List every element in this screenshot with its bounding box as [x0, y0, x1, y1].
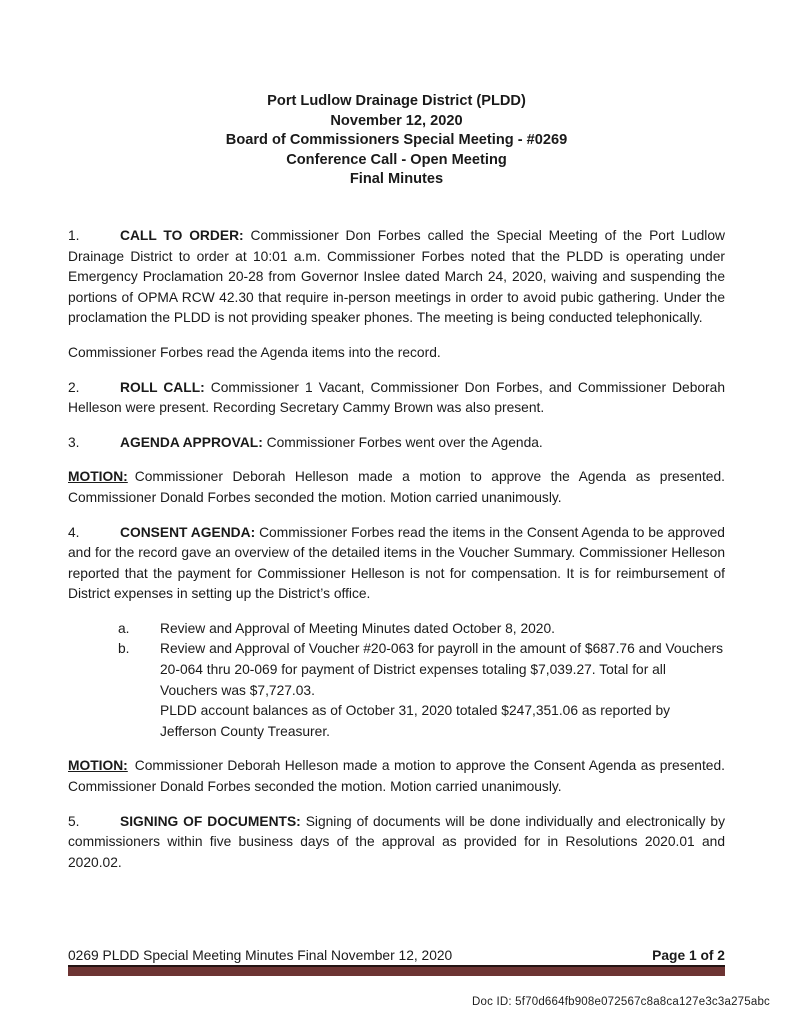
footer-rule-bar [68, 967, 725, 976]
section-number: 4. [68, 524, 80, 540]
motion-agenda [68, 467, 725, 508]
list-item-marker: a. [118, 620, 130, 636]
section-number: 3. [68, 434, 80, 450]
section-text: Commissioner Forbes went over the Agenda. [266, 434, 543, 450]
page-footer [68, 948, 725, 976]
paragraph-agenda-read [68, 343, 725, 364]
document-body [68, 226, 725, 873]
header-meeting-line: Board of Commissioners Special Meeting - #0269 [225, 132, 568, 149]
paragraph-text: Commissioner Forbes read the Agenda items into the record. [68, 344, 441, 360]
section-consent-agenda [68, 523, 725, 605]
motion-label: MOTION: [68, 758, 128, 774]
section-number: 2. [68, 379, 80, 395]
section-text: Commissioner 1 Vacant, Commissioner Don Forbes, and Commissioner Deborah Helleson were present. Recording Secretary Cammy Brown was also present. [68, 379, 725, 416]
section-roll-call [68, 378, 725, 419]
section-heading: CALL TO ORDER: [120, 227, 244, 243]
page-content [68, 92, 725, 887]
header-org-line: Port Ludlow Drainage District (PLDD) [267, 93, 526, 109]
section-text: Signing of documents will be done individually and electronically by commissioners within five business days of the approval as provided for in Resolutions 2020.01 and 2020.02. [68, 813, 725, 870]
list-item-marker: b. [118, 641, 130, 657]
page-number: Page 1 of 2 [652, 948, 725, 963]
list-item-text-line: Review and Approval of Voucher #20-063 for payroll in the amount of $687.76 and Vouchers 20-064 thru 20-069 for payment of District expenses totaling $7,039.27. Total for all Vouchers was $7,727.03. [160, 641, 723, 698]
section-signing-of-documents [68, 812, 725, 874]
section-heading: CONSENT AGENDA: [120, 524, 256, 540]
list-item-b [118, 639, 725, 742]
section-heading: ROLL CALL: [120, 379, 205, 395]
list-item-text-continuation: PLDD account balances as of October 31, 2020 totaled $247,351.06 as reported by Jefferson County Treasurer. [160, 703, 671, 739]
section-agenda-approval [68, 433, 725, 454]
section-number: 1. [68, 227, 80, 243]
motion-consent-agenda [68, 756, 725, 797]
section-heading: AGENDA APPROVAL: [120, 434, 263, 450]
list-item-text [160, 639, 725, 742]
doc-id: Doc ID: 5f70d664fb908e072567c8a8ca127e3c3a275abc [472, 996, 770, 1008]
list-item-a [118, 619, 725, 640]
footer-text-row [68, 948, 725, 967]
header-date-line: November 12, 2020 [330, 112, 463, 129]
document-header [68, 92, 725, 190]
section-call-to-order [68, 226, 725, 329]
header-conference-line: Conference Call - Open Meeting [286, 151, 507, 168]
list-item-text: Review and Approval of Meeting Minutes dated October 8, 2020. [160, 620, 555, 636]
motion-text: Commissioner Deborah Helleson made a motion to approve the Agenda as presented. Commissioner Donald Forbes seconded the motion. Motion carried unanimously. [68, 469, 725, 505]
section-heading: SIGNING OF DOCUMENTS: [120, 813, 301, 829]
motion-label: MOTION: [68, 469, 128, 485]
motion-text: Commissioner Deborah Helleson made a motion to approve the Consent Agenda as presented. Commissioner Donald Forbes seconded the motion. Motion carried unanimously. [68, 758, 725, 795]
consent-agenda-list [118, 619, 725, 743]
section-text: Commissioner Forbes read the items in the Consent Agenda to be approved and for the record gave an overview of the detailed items in the Voucher Summary. Commissioner Helleson reported that the payment for Commissioner Helleson is not for compensation. It is for reimbursement of District expenses in setting up the District’s office. [68, 524, 725, 602]
header-final-minutes-line: Final Minutes [349, 171, 444, 188]
footer-document-title: 0269 PLDD Special Meeting Minutes Final November 12, 2020 [68, 948, 453, 963]
section-text: Commissioner Don Forbes called the Special Meeting of the Port Ludlow Drainage District to order at 10:01 a.m. Commissioner Forbes noted that the PLDD is operating under Emergency Proclamation 20-28 from Governor Inslee dated March 24, 2020, waiving and suspending the portions of OPMA RCW 42.30 that require in-person meetings in order to avoid pubic gathering. Under the proclamation the PLDD is not providing speaker phones. The meeting is being conducted telephonically. [68, 227, 725, 326]
section-number: 5. [68, 813, 80, 829]
